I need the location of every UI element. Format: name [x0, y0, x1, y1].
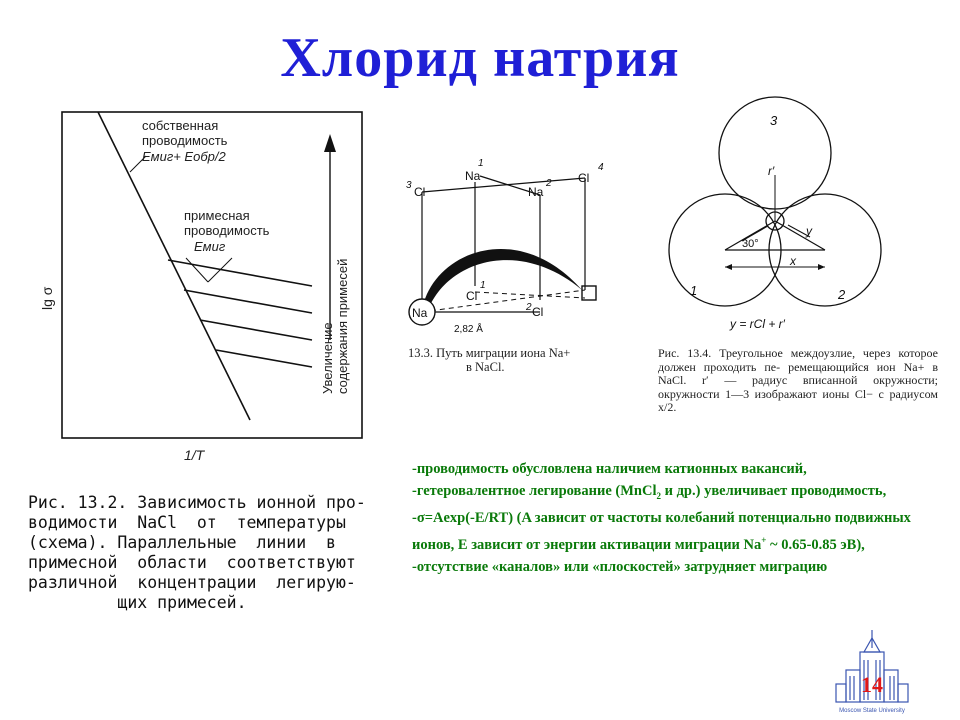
label-extrinsic-2: проводимость: [184, 223, 270, 238]
figure-13-4: [660, 95, 900, 345]
formula-y: y = rCl + r′: [730, 317, 785, 331]
notes-block: [412, 458, 942, 578]
note-4: -отсутствие «каналов» или «плоскостей» затрудняет миграцию: [412, 558, 828, 575]
note-3: [412, 507, 942, 556]
index-3: 3: [406, 180, 412, 191]
atom-cl-right: Cl: [578, 171, 590, 185]
atom-na-mid: Na: [528, 185, 544, 199]
label-y: y: [806, 224, 812, 238]
extrinsic-line-1: [168, 260, 312, 286]
extrinsic-line-3: [200, 320, 312, 340]
logo-text: Moscow State University: [839, 708, 905, 714]
index-2b: 2: [526, 302, 532, 313]
y-axis-label: lg σ: [39, 286, 55, 310]
caption-fig-13-4: Рис. 13.4. Треугольное междоузлие, через которое должен проходить пе- ремещающийся ион Na+ в NaCl. r′ — радиус вписанной окружности; окружности 1—3 изображают ионы Cl− с радиусом x/2.: [658, 346, 938, 415]
atom-cl-lower: Cl: [466, 289, 478, 303]
label-circle-3: 3: [770, 113, 778, 128]
label-extrinsic-1: примесная: [184, 208, 250, 223]
extrinsic-line-4: [216, 350, 312, 367]
atom-na-top: Na: [465, 169, 481, 183]
pointer-extrinsic: [186, 258, 208, 282]
figure-13-3: [400, 150, 615, 345]
atom-cl-lower2: Cl: [532, 305, 544, 319]
note-2: [412, 480, 942, 507]
label-r-prime: r′: [768, 164, 775, 178]
note-1: -проводимость обусловлена наличием катионных вакансий,: [412, 461, 807, 477]
figure-13-2: [39, 110, 390, 490]
sigma-symbol: σ: [416, 509, 425, 526]
note-2-a: -гетеровалентное легирование (MnCl: [412, 483, 657, 499]
note-3-sup: +: [761, 534, 767, 545]
arrow-label-1: Увеличение: [320, 322, 335, 394]
label-angle: 30°: [742, 238, 759, 250]
page-title: Хлорид натрия: [280, 27, 680, 89]
distance-label: 2,82 Å: [454, 324, 483, 335]
index-4: 4: [598, 162, 604, 173]
index-1b: 1: [480, 280, 486, 291]
atom-na-circle: Na: [412, 306, 428, 320]
formula-intrinsic: Eмиг+ Eобр/2: [142, 149, 226, 164]
increase-arrowhead: [324, 134, 336, 152]
caption-fig-13-2: Рис. 13.2. Зависимость ионной про- водимости NaCl от температуры (схема). Параллельные линии в примесной области соответствуют различной концентрации легирую- щих примесей.: [28, 493, 366, 612]
note-2-sub: 2: [656, 490, 661, 501]
label-circle-1: 1: [690, 283, 698, 298]
atom-cl-left: Cl: [414, 185, 426, 199]
note-3-b: =Aexp(-E/RT) (A зависит от частоты колебаний потенциально подвижных ионов, E зависит от энергии активации миграции Na: [412, 509, 911, 553]
pointer-extrinsic-2: [208, 258, 232, 282]
label-x: x: [790, 254, 796, 268]
caption-fig-13-3: [408, 346, 640, 374]
note-3-c: ~ 0.65-0.85 эВ),: [766, 536, 865, 553]
note-2-b: и др.) увеличивает проводимость,: [660, 483, 887, 499]
arrow-label-2: содержания примесей: [335, 258, 350, 394]
msu-logo: [834, 628, 910, 718]
label-intrinsic-1: собственная: [142, 118, 219, 133]
page-number: 14: [861, 672, 883, 697]
label-intrinsic-2: проводимость: [142, 133, 228, 148]
index-2: 2: [546, 178, 552, 189]
extrinsic-line-2: [184, 290, 312, 313]
note-3-a: -: [412, 509, 417, 526]
index-1: 1: [478, 158, 484, 169]
label-circle-2: 2: [838, 287, 846, 302]
caption-13-3-line-2: в NaCl.: [466, 360, 505, 374]
formula-extrinsic: Eмиг: [194, 239, 226, 254]
caption-13-3-line-1: 13.3. Путь миграции иона Na+: [408, 346, 571, 360]
x-axis-label: 1/T: [184, 447, 205, 463]
